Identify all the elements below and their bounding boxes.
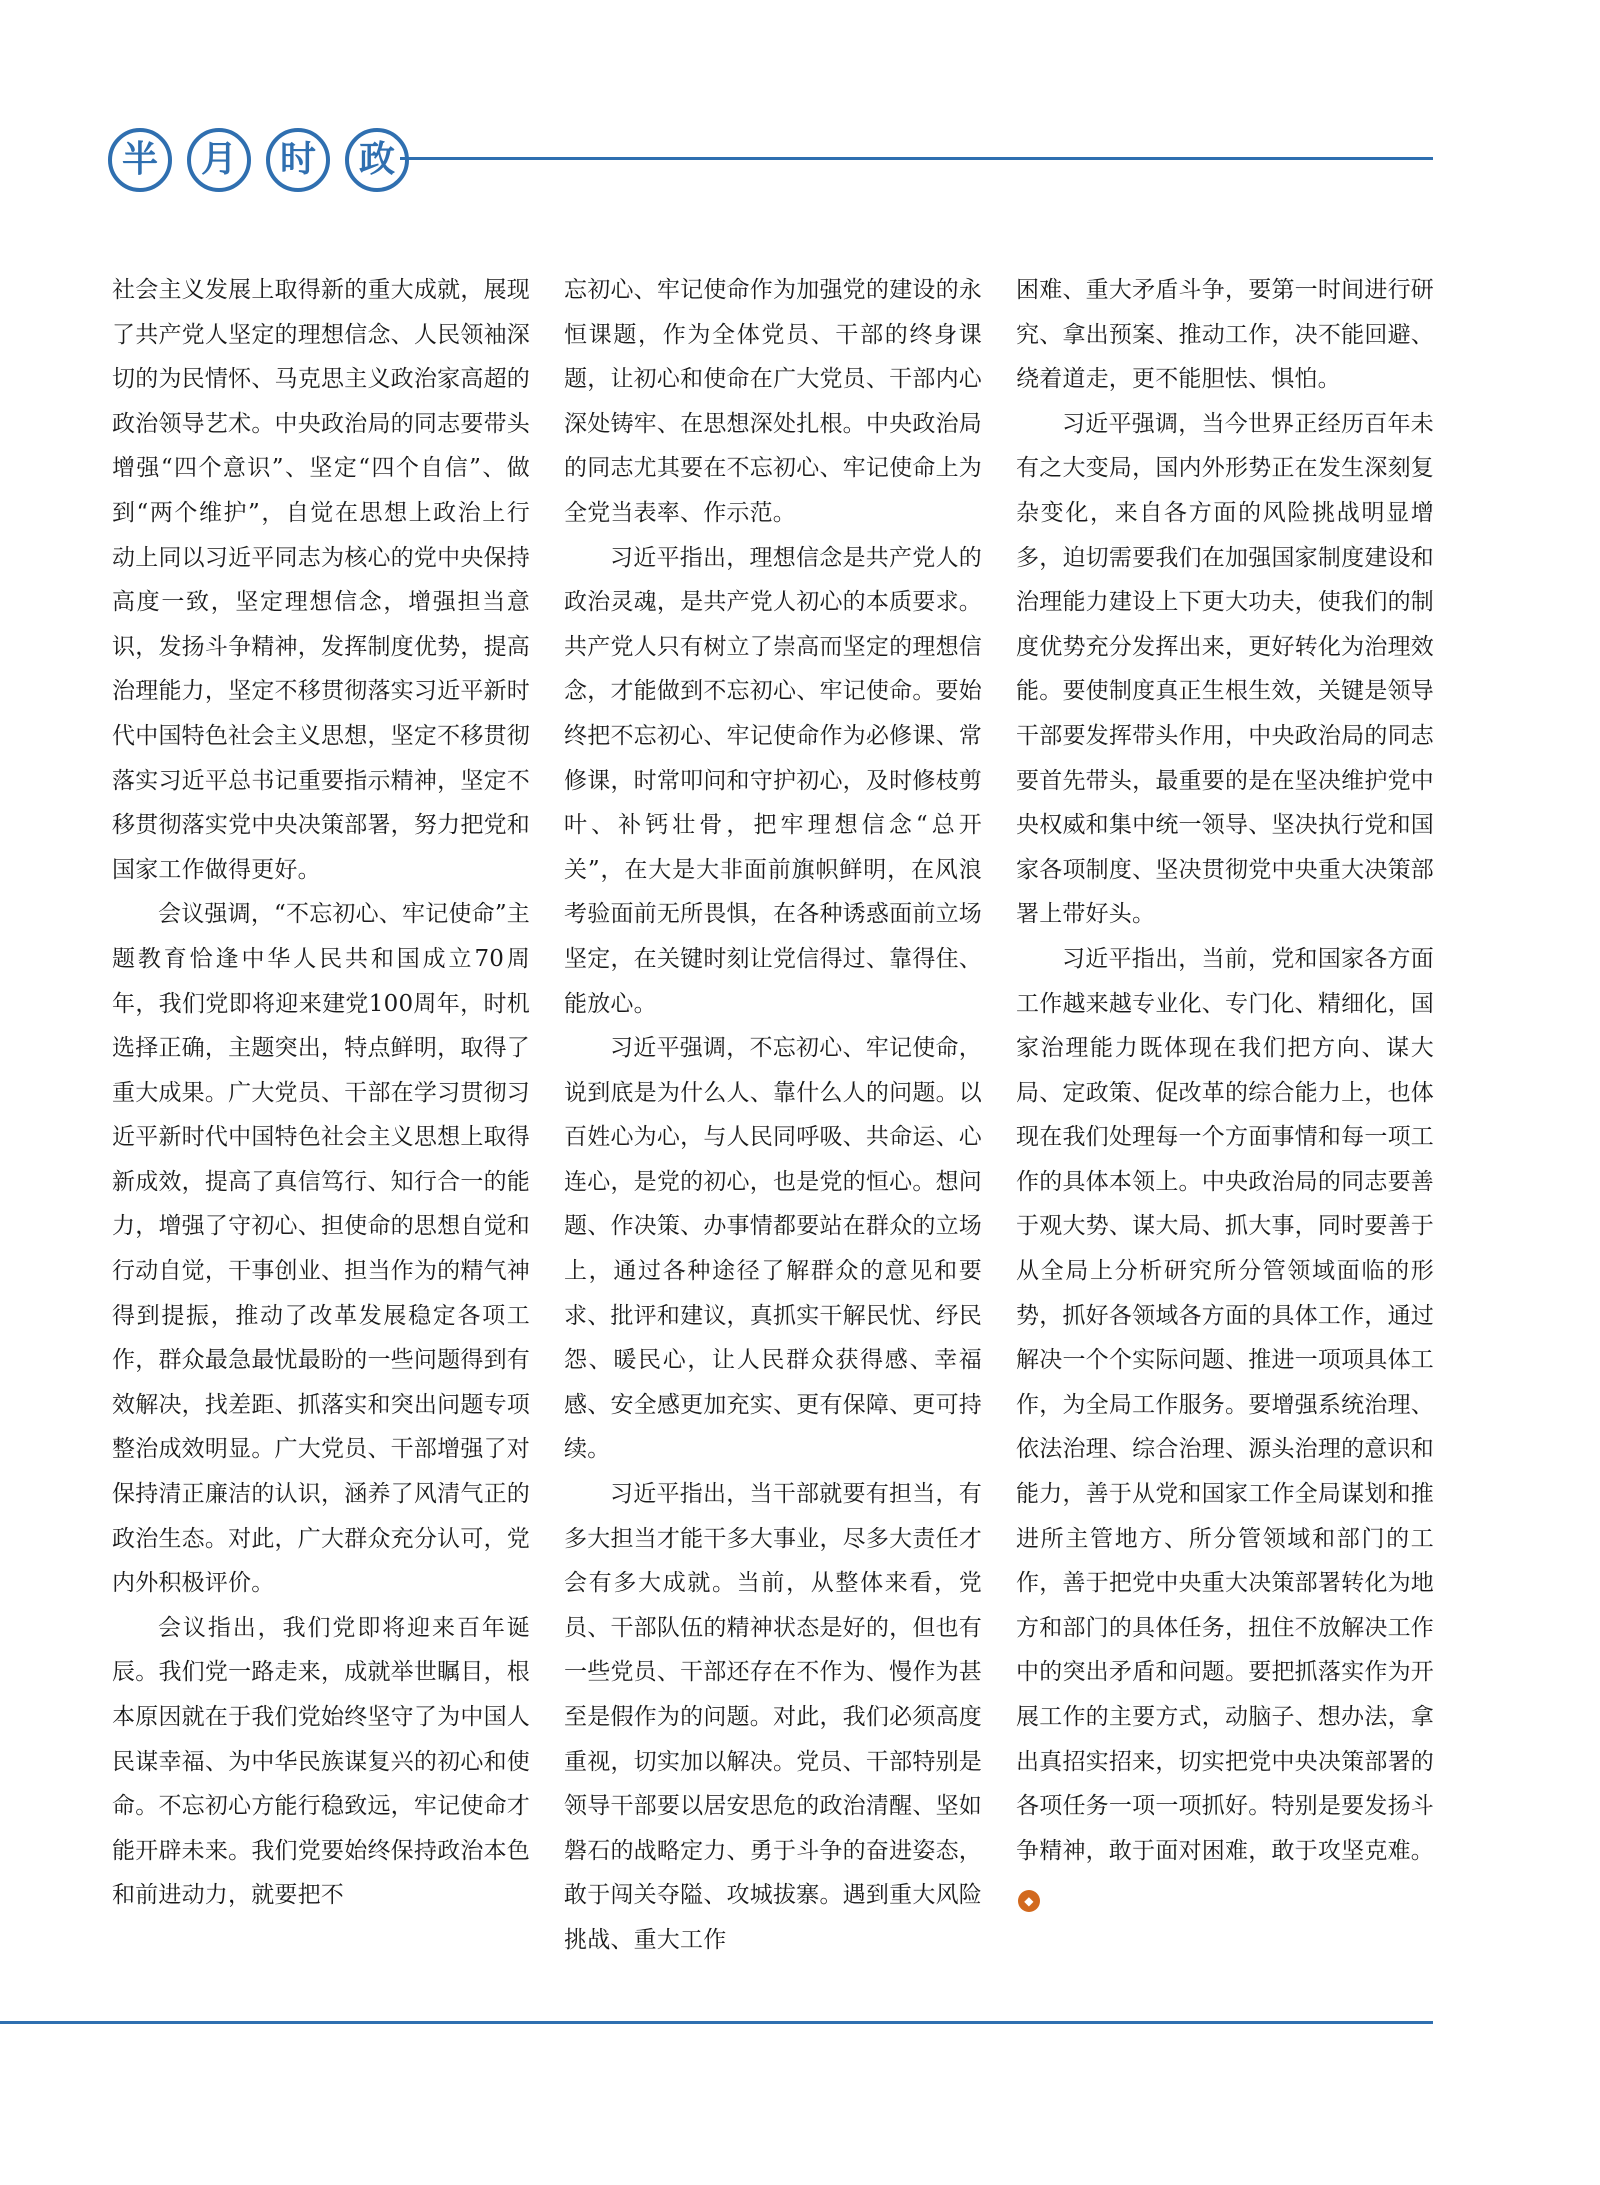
paragraph: 社会主义发展上取得新的重大成就，展现了共产党人坚定的理想信念、人民领袖深切的为民情怀、马克思主义政治家高超的政治领导艺术。中央政治局的同志要带头增强“四个意识”、坚定“四个自信”、做到“两个维护”，自觉在思想上政治上行动上同以习近平同志为核心的党中央保持高度一致，坚定理想信念，增强担当意识，发扬斗争精神，发挥制度优势，提高治理能力，坚定不移贯彻落实习近平新时代中国特色社会主义思想，坚定不移贯彻落实习近平总书记重要指示精神，坚定不移贯彻落实党中央决策部署，努力把党和国家工作做得更好。 [112, 277, 530, 883]
article-body [112, 268, 1434, 1968]
paragraph: 习近平强调，当今世界正经历百年未有之大变局，国内外形势正在发生深刻复杂变化，来自各方面的风险挑战明显增多，迫切需要我们在加强国家制度建设和治理能力建设上下更大功夫，使我们的制度优势充分发挥出来，更好转化为治理效能。要使制度真正生根生效，关键是领导干部要发挥带头作用，中央政治局的同志要首先带头，最重要的是在坚决维护党中央权威和集中统一领导、坚决执行党和国家各项制度、坚决贯彻党中央重大决策部署上带好头。 [1016, 410, 1434, 928]
column-header [108, 128, 1433, 194]
section-title [108, 128, 424, 192]
text-column-3 [1016, 268, 1434, 1918]
paragraph: 会议强调，“不忘初心、牢记使命”主题教育恰逢中华人民共和国成立70周年，我们党即将迎来建党100周年，时机选择正确，主题突出，特点鲜明，取得了重大成果。广大党员、干部在学习贯彻习近平新时代中国特色社会主义思想上取得新成效，提高了真信笃行、知行合一的能力，增强了守初心、担使命的思想自觉和行动自觉，干事创业、担当作为的精气神得到提振，推动了改革发展稳定各项工作，群众最急最忧最盼的一些问题得到有效解决，找差距、抓落实和突出问题专项整治成效明显。广大党员、干部增强了对保持清正廉洁的认识，涵养了风清气正的政治生态。对此，广大群众充分认可，党内外积极评价。 [112, 901, 530, 1597]
section-title-char: 月 [187, 128, 251, 192]
section-title-char: 半 [108, 128, 172, 192]
text-column-2 [564, 268, 982, 1963]
section-title-char: 时 [266, 128, 330, 192]
text-column-1 [112, 268, 530, 1918]
footer-divider [0, 2021, 1433, 2024]
paragraph: 忘初心、牢记使命作为加强党的建设的永恒课题，作为全体党员、干部的终身课题，让初心和使命在广大党员、干部内心深处铸牢、在思想深处扎根。中央政治局的同志尤其要在不忘初心、牢记使命上为全党当表率、作示范。 [564, 277, 982, 526]
paragraph: 困难、重大矛盾斗争，要第一时间进行研究、拿出预案、推动工作，决不能回避、绕着道走，更不能胆怯、惧怕。 [1016, 277, 1434, 393]
last-paragraph [1016, 937, 1434, 1918]
paragraph: 习近平指出，理想信念是共产党人的政治灵魂，是共产党人初心的本质要求。共产党人只有树立了崇高而坚定的理想信念，才能做到不忘初心、牢记使命。要始终把不忘初心、牢记使命作为必修课、常修课，时常叩问和守护初心，及时修枝剪叶、补钙壮骨，把牢理想信念“总开关”，在大是大非面前旗帜鲜明，在风浪考验面前无所畏惧，在各种诱惑面前立场坚定，在关键时刻让党信得过、靠得住、能放心。 [564, 544, 982, 1017]
paragraph: 习近平指出，当前，党和国家各方面工作越来越专业化、专门化、精细化，国家治理能力既体现在我们把方向、谋大局、定政策、促改革的综合能力上，也体现在我们处理每一个方面事情和每一项工作的具体本领上。中央政治局的同志要善于观大势、谋大局、抓大事，同时要善于从全局上分析研究所分管领域面临的形势，抓好各领域各方面的具体工作，通过解决一个个实际问题、推进一项项具体工作，为全局工作服务。要增强系统治理、依法治理、综合治理、源头治理的意识和能力，善于从党和国家工作全局谋划和推进所主管地方、所分管领域和部门的工作，善于把党中央重大决策部署转化为地方和部门的具体任务，扭住不放解决工作中的突出矛盾和问题。要把抓落实作为开展工作的主要方式，动脑子、想办法，拿出真招实招来，切实把党中央决策部署的各项任务一项一项抓好。特别是要发扬斗争精神，敢于面对困难，敢于攻坚克难。 [1016, 945, 1434, 1864]
end-mark-icon: ◆ [1018, 1890, 1040, 1912]
paragraph: 习近平指出，当干部就要有担当，有多大担当才能干多大事业，尽多大责任才会有多大成就。当前，从整体来看，党员、干部队伍的精神状态是好的，但也有一些党员、干部还存在不作为、慢作为甚至是假作为的问题。对此，我们必须高度重视，切实加以解决。党员、干部特别是领导干部要以居安思危的政治清醒、坚如磐石的战略定力、勇于斗争的奋进姿态，敢于闯关夺隘、攻城拔寨。遇到重大风险挑战、重大工作 [564, 1481, 982, 1953]
paragraph: 习近平强调，不忘初心、牢记使命，说到底是为什么人、靠什么人的问题。以百姓心为心，与人民同呼吸、共命运、心连心，是党的初心，也是党的恒心。想问题、作决策、办事情都要站在群众的立场上，通过各种途径了解群众的意见和要求、批评和建议，真抓实干解民忧、纾民怨、暖民心，让人民群众获得感、幸福感、安全感更加充实、更有保障、更可持续。 [564, 1035, 982, 1463]
section-title-char: 政 [345, 128, 409, 192]
paragraph: 会议指出，我们党即将迎来百年诞辰。我们党一路走来，成就举世瞩目，根本原因就在于我们党始终坚守了为中国人民谋幸福、为中华民族谋复兴的初心和使命。不忘初心方能行稳致远，牢记使命才能开辟未来。我们党要始终保持政治本色和前进动力，就要把不 [112, 1614, 530, 1909]
header-divider [400, 157, 1433, 160]
